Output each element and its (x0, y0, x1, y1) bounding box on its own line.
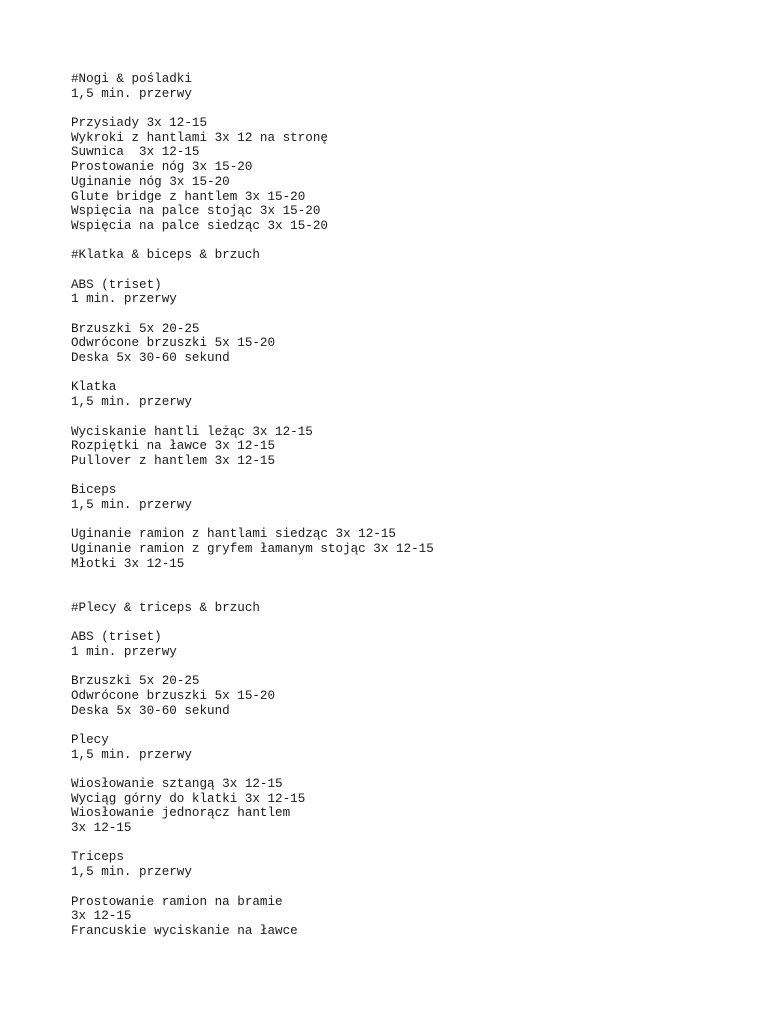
text-line: Uginanie ramion z gryfem łamanym stojąc 3x 12-15 (71, 542, 434, 556)
text-line: Wiosłowanie jednorącz hantlem (71, 806, 291, 821)
blank-line (71, 615, 751, 630)
text-line: Młotki 3x 12-15 (71, 556, 185, 571)
blank-line (71, 410, 751, 425)
blank-line (71, 660, 751, 675)
text-line: 3x 12-15 (71, 909, 132, 924)
text-line: Triceps (71, 850, 124, 865)
text-line: Prostowanie ramion na bramie (71, 894, 283, 909)
text-line: ABS (triset) (71, 277, 162, 292)
text-line: 3x 12-15 (71, 821, 132, 836)
text-line: Uginanie ramion z hantlami siedząc 3x 12-15 (71, 527, 396, 542)
text-line: Wspięcia na palce stojąc 3x 15-20 (71, 204, 321, 219)
text-line: 1,5 min. przerwy (71, 865, 192, 880)
text-line: 1,5 min. przerwy (71, 395, 192, 410)
blank-line (71, 718, 751, 733)
text-line: 1,5 min. przerwy (71, 497, 192, 512)
text-line: 1 min. przerwy (71, 292, 177, 307)
text-line: ABS (triset) (71, 630, 162, 645)
blank-line (71, 880, 751, 895)
section-heading: #Plecy & triceps & brzuch (71, 600, 260, 615)
text-line: 1,5 min. przerwy (71, 86, 192, 101)
blank-line (71, 836, 751, 851)
blank-line (71, 366, 751, 381)
text-line: Suwnica 3x 12-15 (71, 145, 200, 160)
blank-line (71, 234, 751, 249)
document-body (71, 72, 751, 939)
text-line: Przysiady 3x 12-15 (71, 116, 208, 131)
blank-line (71, 101, 751, 116)
blank-line (71, 469, 751, 484)
text-line: Rozpiętki na ławce 3x 12-15 (71, 439, 276, 454)
blank-line (71, 513, 751, 528)
blank-line (71, 263, 751, 278)
blank-line (71, 762, 751, 777)
text-line: Uginanie nóg 3x 15-20 (71, 174, 230, 189)
text-line: Deska 5x 30-60 sekund (71, 351, 230, 366)
blank-line (71, 307, 751, 322)
text-line: Brzuszki 5x 20-25 (71, 674, 200, 689)
text-line: Brzuszki 5x 20-25 (71, 321, 200, 336)
text-line: Wyciskanie hantli leżąc 3x 12-15 (71, 424, 313, 439)
text-line: Wyciąg górny do klatki 3x 12-15 (71, 791, 306, 806)
text-line: Plecy (71, 732, 109, 747)
text-line: Odwrócone brzuszki 5x 15-20 (71, 688, 276, 703)
section-heading: #Nogi & pośladki (71, 72, 192, 86)
text-line: 1 min. przerwy (71, 644, 177, 659)
blank-line (71, 586, 751, 601)
text-line: Wiosłowanie sztangą 3x 12-15 (71, 777, 283, 791)
blank-line (71, 571, 751, 586)
section-heading: #Klatka & biceps & brzuch (71, 248, 260, 263)
text-line: Deska 5x 30-60 sekund (71, 703, 230, 718)
text-line: Klatka (71, 380, 117, 395)
text-line: 1,5 min. przerwy (71, 747, 192, 762)
text-line: Wykroki z hantlami 3x 12 na stronę (71, 130, 328, 145)
text-line: Biceps (71, 483, 117, 498)
text-line: Pullover z hantlem 3x 12-15 (71, 453, 276, 468)
text-line: Wspięcia na palce siedząc 3x 15-20 (71, 218, 328, 233)
text-line: Prostowanie nóg 3x 15-20 (71, 160, 253, 175)
text-line: Francuskie wyciskanie na ławce (71, 923, 298, 938)
text-line: Glute bridge z hantlem 3x 15-20 (71, 189, 306, 204)
text-line: Odwrócone brzuszki 5x 15-20 (71, 336, 276, 351)
